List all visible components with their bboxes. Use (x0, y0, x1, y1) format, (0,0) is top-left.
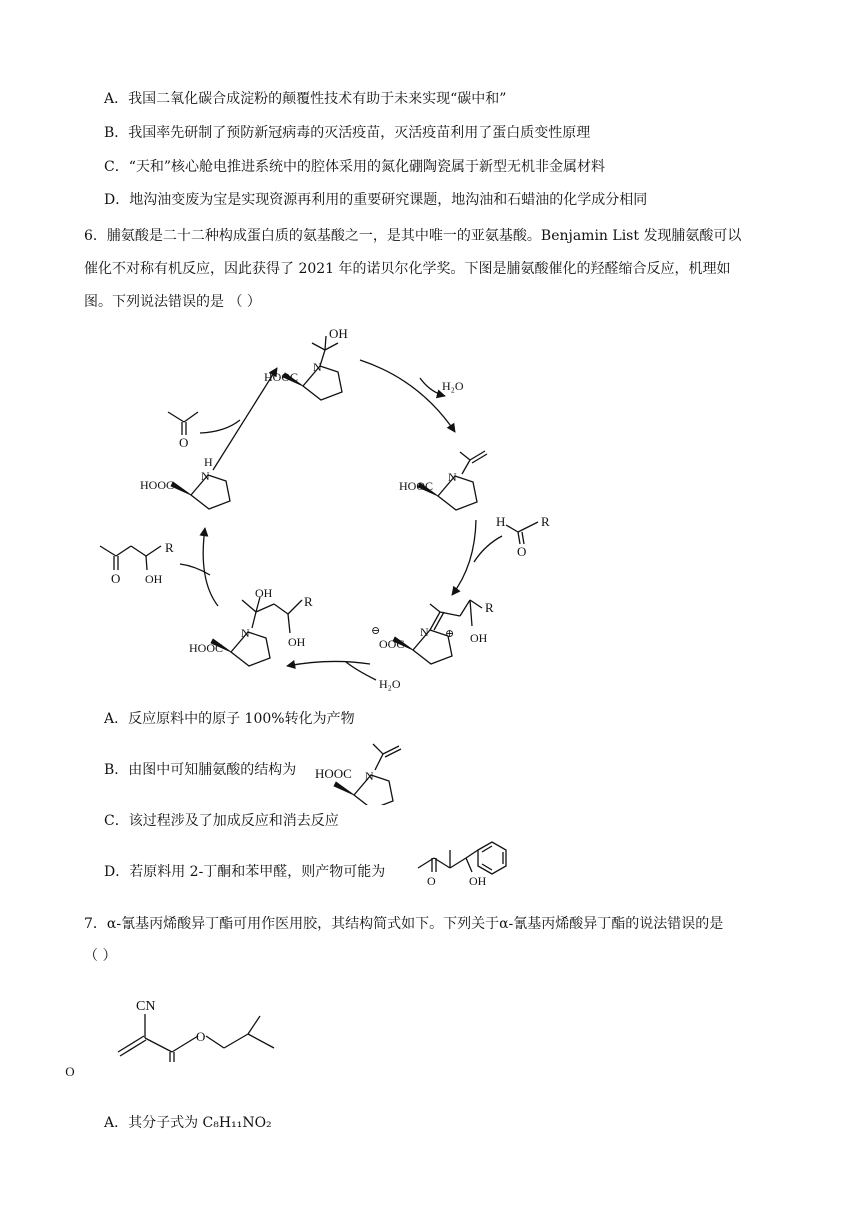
label-r-product: R (165, 540, 174, 555)
arrow-product-out (180, 564, 210, 575)
label-ooc: OOC (379, 637, 405, 651)
label-o-d: O (427, 874, 436, 888)
label-oh-d: OH (469, 874, 487, 888)
label-n-b: N (365, 769, 374, 783)
label-h2o-in: H₂O (379, 677, 401, 691)
arrow-aldehyde-in (474, 536, 502, 562)
label-hooc-4: HOOC (189, 641, 224, 655)
label-hooc: HOOC (264, 370, 299, 384)
label-n: N (313, 360, 322, 374)
label-nh: H (204, 455, 213, 469)
q5-option-d: D．地沟油变废为宝是实现资源再利用的重要研究课题，地沟油和石蜡油的化学成分相同 (104, 192, 648, 208)
arrow-to-carbinolamine (213, 368, 277, 470)
option-b-structure (315, 730, 425, 805)
label-o-carbonyl: O (65, 1064, 75, 1079)
label-o-acetone: O (179, 435, 189, 450)
q6-option-b: B．由图中可知脯氨酸的结构为 (104, 762, 297, 778)
label-minus: ⊖ (371, 625, 381, 637)
arrow-to-hydrolysis (287, 661, 370, 666)
label-hooc-2: HOOC (399, 479, 434, 493)
q6-option-c: C．该过程涉及了加成反应和消去反应 (104, 813, 339, 829)
label-n-5: N (201, 469, 210, 483)
q5-option-c: C．“天和”核心舱电推进系统中的腔体采用的氮化硼陶瓷属于新型无机非金属材料 (104, 159, 606, 175)
q5-option-b: B．我国率先研制了预防新冠病毒的灭活疫苗，灭活疫苗利用了蛋白质变性原理 (104, 125, 591, 141)
q6-option-a: A．反应原料中的原子 100%转化为产物 (104, 711, 355, 727)
label-h2o-out: H₂O (442, 379, 464, 393)
q5-option-a: A．我国二氧化碳合成淀粉的颠覆性技术有助于未来实现“碳中和” (104, 91, 507, 107)
q6-option-d: D．若原料用 2-丁酮和苯甲醛，则产物可能为 (104, 864, 386, 880)
q7-stem-line2: （ ） (84, 948, 117, 964)
label-o-carbonyl-wrap (50, 1062, 190, 1082)
arrow-water-in (346, 662, 376, 680)
option-d-structure (414, 838, 534, 888)
label-r-4: R (304, 594, 313, 609)
q7-structure (110, 992, 290, 1067)
label-n-3: N (420, 625, 429, 639)
label-oh-4a: OH (255, 586, 273, 600)
label-aldehyde-r: R (541, 514, 550, 529)
label-oh: OH (329, 326, 348, 341)
arrow-to-proline (203, 528, 218, 606)
structure-aldol-product (100, 546, 161, 570)
q6-stem-line3: 图。下列说法错误的是 （ ） (84, 294, 261, 310)
label-aldehyde-h: H (496, 514, 506, 529)
label-oh-product: OH (145, 572, 163, 586)
q7-stem-line1: 7．α-氰基丙烯酸异丁酯可用作医用胶，其结构简式如下。下列关于α-氰基丙烯酸异丁酯的说法错误的是 (84, 916, 724, 932)
label-cn: CN (136, 999, 156, 1014)
q6-stem-line1: 6．脯氨酸是二十二种构成蛋白质的氨基酸之一，是其中唯一的亚氨基酸。Benjamin List 发现脯氨酸可以 (84, 228, 742, 244)
label-r-3: R (485, 600, 494, 615)
structure-acetone (168, 412, 198, 435)
q6-stem-line2: 催化不对称有机反应，因此获得了 2021 年的诺贝尔化学奖。下图是脯氨酸催化的羟醛缩合反应，机理如 (84, 261, 731, 277)
label-hooc-b: HOOC (315, 766, 352, 781)
label-hooc-5: HOOC (140, 478, 175, 492)
q7-option-a: A．其分子式为 C₈H₁₁NO₂ (104, 1115, 272, 1131)
label-n-2: N (448, 470, 457, 484)
label-oh-4b: OH (288, 635, 306, 649)
label-aldehyde-o: O (517, 544, 527, 559)
structure-aldehyde (506, 522, 538, 544)
label-oh-3: OH (470, 631, 488, 645)
label-n-4: N (241, 626, 250, 640)
arrow-to-enamine (360, 360, 455, 432)
label-o-product: O (111, 571, 121, 586)
arrow-acetone-in (200, 420, 240, 433)
label-o-ester: O (196, 1029, 206, 1044)
label-plus: ⊕ (445, 628, 455, 640)
structure-iminium (393, 600, 482, 664)
arrow-to-iminium (452, 520, 476, 595)
structure-aldol-adduct (211, 597, 302, 666)
